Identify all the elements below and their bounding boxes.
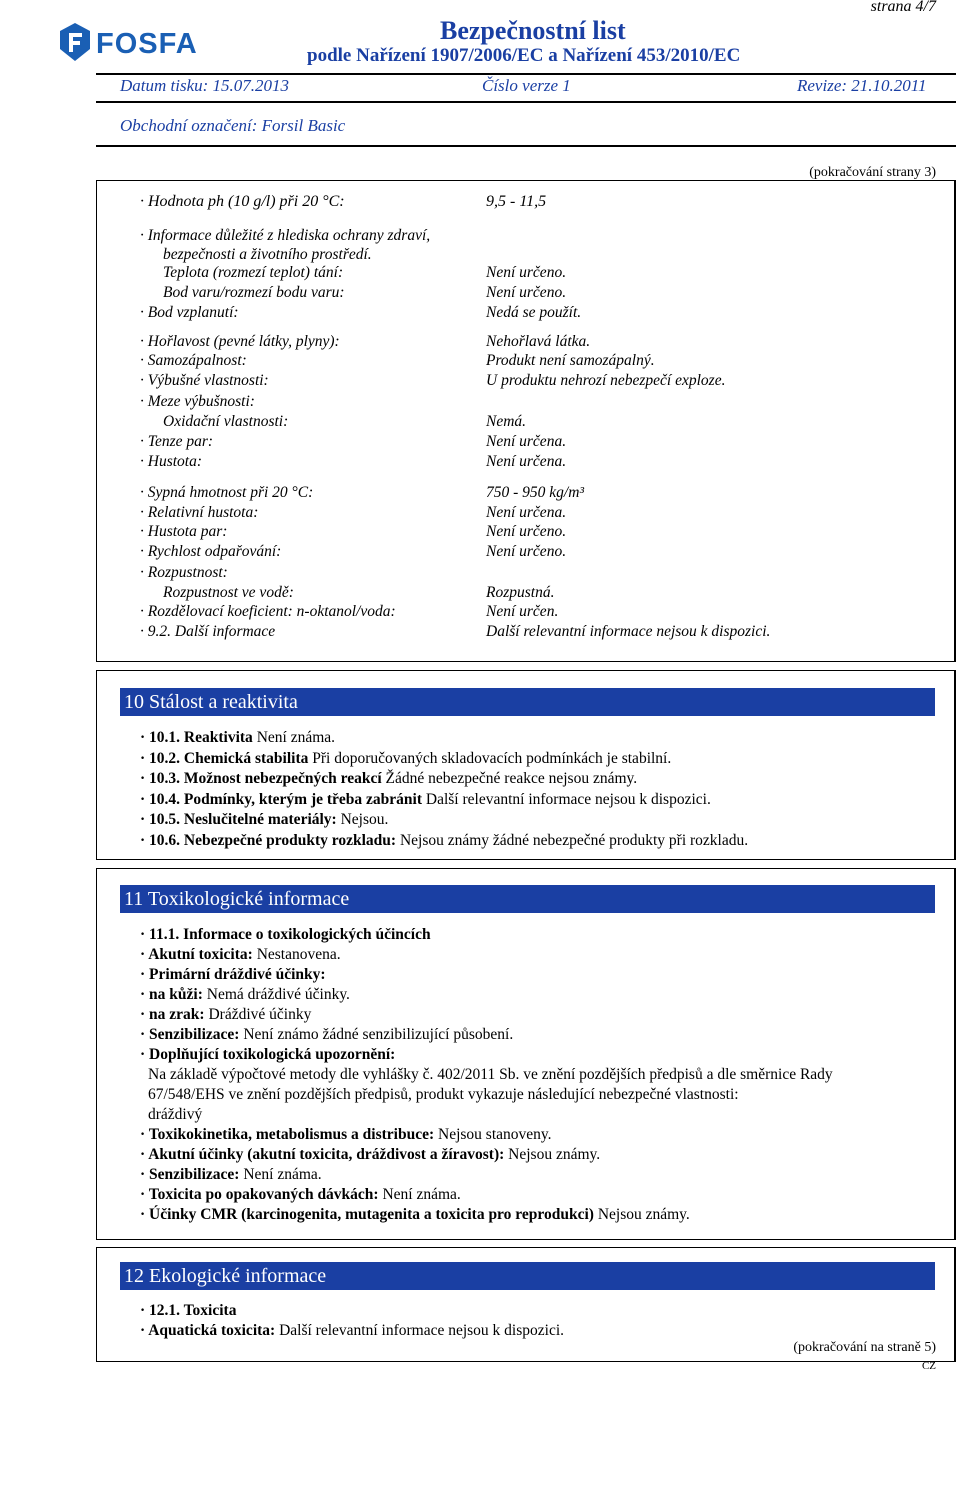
property-value: 750 - 950 kg/m³ [486,484,585,501]
item-label: · 10.3. Možnost nebezpečných reakcí [140,770,382,787]
trade-name: Obchodní označení: Forsil Basic [120,116,346,135]
property-value: Další relevantní informace nejsou k dispozici. [486,623,771,640]
paragraph-line: dráždivý [148,1106,203,1123]
item-label: · 10.6. Nebezpečné produkty rozkladu: [140,831,397,849]
list-item [140,1206,690,1224]
continuation-note: (pokračování strany 3) [809,165,936,180]
item-label: · 11.1. Informace o toxikologických účincích [140,926,431,943]
property-label: · Výbušné vlastnosti: [140,372,269,389]
property-value: Nedá se použít. [486,304,582,321]
item-label: · na kůži: [140,986,203,1003]
ph-label: · Hodnota ph (10 g/l) při 20 °C: [140,193,345,210]
item-text: Nejsou. [336,811,389,828]
list-item [140,811,388,829]
list-item [140,750,671,768]
property-label: · Rozpustnost: [140,564,228,581]
property-value: Není určeno. [486,523,567,540]
list-item [140,1302,236,1320]
item-text: Nejsou známy. [593,1206,690,1223]
property-label: Oxidační vlastnosti: [163,413,289,430]
page-number: strana 4/7 [870,0,936,15]
item-label: · Účinky CMR (karcinogenita, mutagenita a toxicita pro reprodukci) [140,1206,594,1223]
property-label: · Hustota: [140,453,202,470]
property-label: Rozpustnost ve vodě: [163,584,294,601]
print-date: Datum tisku: 15.07.2013 [120,76,290,95]
list-item [140,986,350,1004]
item-label: · Senzibilizace: [140,1166,240,1183]
header-rule-3 [96,145,956,147]
list-item [140,1126,552,1144]
property-label: · Relativní hustota: [140,504,259,521]
paragraph-line: Na základě výpočtové metody dle vyhlášky č. 402/2011 Sb. ve znění pozdějších předpisů a dle směrnice Rady [148,1066,833,1083]
property-value: Není určeno. [486,284,567,301]
item-text: Nejsou známy. [504,1146,601,1163]
item-label: · na zrak: [140,1006,205,1023]
item-label: · Akutní toxicita: [140,946,253,963]
property-label: · Tenze par: [140,433,214,450]
revision-date: Revize: 21.10.2011 [797,76,927,95]
list-item [140,1026,513,1044]
item-label: · Senzibilizace: [140,1026,240,1043]
item-text: Není známa. [252,729,336,746]
property-value: Není určeno. [486,264,567,281]
item-text: Nejsou stanoveny. [434,1126,552,1143]
property-value: Rozpustná. [486,584,555,601]
property-value: U produktu nehrozí nebezpečí exploze. [486,372,726,389]
item-text: Nemá dráždivé účinky. [202,986,350,1003]
section-10-heading: 10 Stálost a reaktivita [120,688,935,716]
header-rule-2 [96,101,956,103]
section-11-heading: 11 Toxikologické informace [120,885,935,913]
list-item [140,926,431,944]
item-text: Při doporučovaných skladovacích podmínkách je stabilní. [308,749,672,767]
item-label: · Akutní účinky (akutní toxicita, dráždivost a žíravost): [140,1146,505,1163]
item-text: Není známa. [378,1186,461,1203]
item-label: · 10.4. Podmínky, kterým je třeba zabránit [140,790,422,808]
ph-value: 9,5 - 11,5 [486,193,547,210]
item-text: Není známa. [239,1166,322,1183]
item-label: · 12.1. Toxicita [140,1302,237,1319]
property-label: · 9.2. Další informace [140,623,276,640]
info-line-2: bezpečnosti a životního prostředí. [163,246,372,263]
property-value: Není určena. [486,453,567,470]
property-label: · Rychlost odpařování: [140,543,282,560]
item-label: · Doplňující toxikologická upozornění: [140,1046,396,1063]
section-12-heading: 12 Ekologické informace [120,1262,935,1290]
item-label: · 10.2. Chemická stabilita [140,749,309,767]
fosfa-logo [58,22,218,64]
list-item [140,832,748,850]
property-value: Není určena. [486,504,567,521]
item-label: · Toxikokinetika, metabolismus a distribuce: [140,1126,435,1143]
property-value: Nehořlavá látka. [486,333,591,350]
property-value: Není určen. [486,603,559,620]
list-item [140,1166,322,1184]
language-code: CZ [921,1360,936,1372]
item-text: Další relevantní informace nejsou k dispozici. [422,790,711,808]
item-label: · 10.5. Neslučitelné materiály: [140,811,337,828]
info-line-1: · Informace důležité z hlediska ochrany zdraví, [140,227,431,244]
header-rule [96,73,956,75]
item-label: · Aquatická toxicita: [140,1322,276,1339]
item-text: Není známo žádné senzibilizující působení. [239,1026,514,1043]
document-title: Bezpečnostní list [440,16,626,45]
fosfa-logo-icon [58,22,92,62]
footer-continuation: (pokračování na straně 5) [793,1340,936,1355]
property-value: Není určeno. [486,543,567,560]
item-text: Nestanovena. [252,946,341,963]
property-label: · Sypná hmotnost při 20 °C: [140,484,314,501]
property-value: Nemá. [486,413,527,430]
list-item [140,1322,564,1340]
property-label: · Rozdělovací koeficient: n-oktanol/voda: [140,603,396,620]
list-item [140,1006,311,1024]
list-item [140,791,711,809]
property-label: · Meze výbušnosti: [140,393,255,410]
paragraph-line: 67/548/EHS ve znění pozdějších předpisů, produkt vykazuje následující nebezpečné vlastnosti: [148,1086,739,1103]
property-value: Produkt není samozápalný. [486,352,655,369]
list-item [140,1146,600,1164]
property-label: · Hořlavost (pevné látky, plyny): [140,333,340,350]
document-subtitle: podle Nařízení 1907/2006/EC a Nařízení 453/2010/EC [307,45,741,66]
version-number: Číslo verze 1 [482,76,571,95]
property-label: Teplota (rozmezí teplot) tání: [163,264,344,281]
item-text: Dráždivé účinky [204,1006,312,1023]
item-text: Žádné nebezpečné reakce nejsou známy. [381,770,638,787]
list-item [140,1186,461,1204]
item-label: · Toxicita po opakovaných dávkách: [140,1186,379,1203]
list-item [140,770,637,788]
property-label: · Bod vzplanutí: [140,304,239,321]
list-item [140,729,335,747]
property-label: Bod varu/rozmezí bodu varu: [163,284,345,301]
item-label: · 10.1. Reaktivita [140,729,253,746]
property-label: · Samozápalnost: [140,352,247,369]
property-label: · Hustota par: [140,523,228,540]
list-item [140,946,341,964]
property-value: Není určena. [486,433,567,450]
item-label: · Primární dráždivé účinky: [140,966,326,983]
item-text: Nejsou známy žádné nebezpečné produkty při rozkladu. [396,831,749,849]
list-item [140,966,326,984]
item-text: Další relevantní informace nejsou k dispozici. [275,1322,565,1339]
list-item [140,1046,395,1064]
logo-text: FOSFA [96,28,198,60]
